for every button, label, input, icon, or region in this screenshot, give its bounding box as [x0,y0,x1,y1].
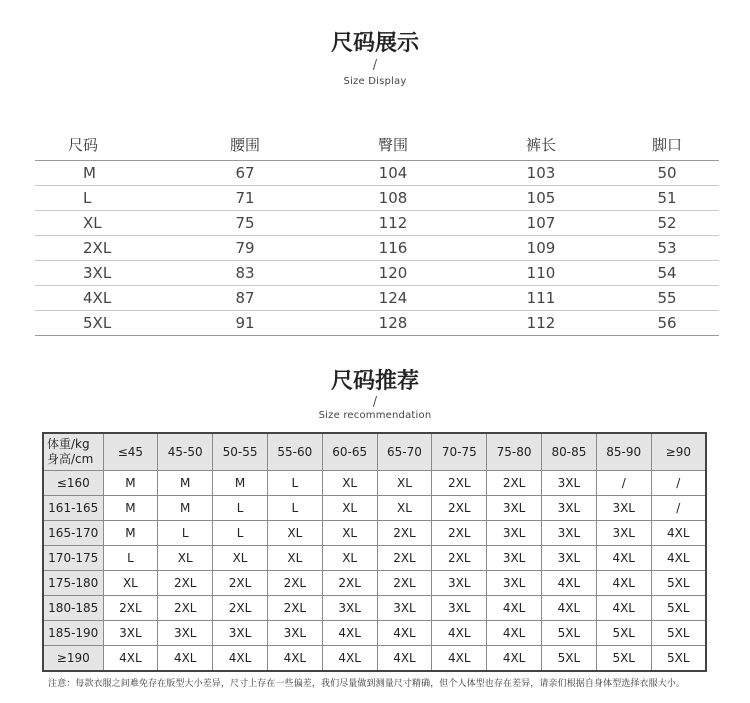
height-header-cell: ≥190 [43,646,103,672]
weight-axis-label: 体重/kg [47,437,90,451]
size-value-cell: 105 [467,186,615,211]
recommended-size-cell: 3XL [103,621,158,646]
size-value-cell: 51 [615,186,719,211]
recommended-size-cell: 4XL [596,546,651,571]
size-note: 注意：每款衣服之间难免存在版型大小差异，尺寸上存在一些偏差，我们尽量做到测量尺寸精确，但个人体型也存在差异，请亲们根据自身体型选择衣服大小。 [48,679,686,689]
recommended-size-cell: XL [377,471,432,496]
size-value-cell: 53 [615,236,719,261]
rec-corner-cell [43,433,103,471]
size-label-cell: XL [35,211,171,236]
rec-table-row [43,646,706,672]
recommended-size-cell: 2XL [377,521,432,546]
recommended-size-cell: 3XL [213,621,268,646]
recommended-size-cell: 5XL [651,571,706,596]
weight-header-cell: 85-90 [596,433,651,471]
size-recommendation-title: 尺码推荐 [330,369,419,394]
recommended-size-cell: 3XL [432,596,487,621]
size-label-cell: 2XL [35,236,171,261]
size-recommendation-subtitle: Size recommendation [318,410,432,421]
size-value-cell: 75 [171,211,319,236]
size-table-row [35,211,719,236]
recommended-size-cell: XL [322,471,377,496]
size-table-row [35,311,719,336]
recommended-size-cell: XL [377,496,432,521]
recommended-size-cell: 3XL [267,621,322,646]
recommended-size-cell: 4XL [596,596,651,621]
rec-table-row [43,596,706,621]
recommended-size-cell: XL [322,521,377,546]
recommended-size-cell: L [158,521,213,546]
recommended-size-cell: M [103,496,158,521]
size-header-cell: 尺码 [35,128,171,161]
recommended-size-cell: 3XL [377,596,432,621]
recommended-size-cell: / [651,471,706,496]
recommended-size-cell: L [267,471,322,496]
size-value-cell: 108 [319,186,467,211]
recommended-size-cell: 5XL [542,621,597,646]
recommended-size-cell: XL [213,546,268,571]
size-value-cell: 79 [171,236,319,261]
size-display-table [35,128,719,336]
recommended-size-cell: 4XL [322,646,377,672]
weight-header-cell: 50-55 [213,433,268,471]
recommended-size-cell: 2XL [487,471,542,496]
weight-header-cell: ≤45 [103,433,158,471]
height-axis-label: 身高/cm [47,452,94,466]
rec-table-row [43,521,706,546]
height-header-cell: 170-175 [43,546,103,571]
size-label-cell: 3XL [35,261,171,286]
recommended-size-cell: M [103,521,158,546]
recommended-size-cell: 3XL [432,571,487,596]
size-header-cell: 腰围 [171,128,319,161]
size-value-cell: 71 [171,186,319,211]
weight-header-cell: ≥90 [651,433,706,471]
recommended-size-cell: XL [322,496,377,521]
size-value-cell: 109 [467,236,615,261]
recommended-size-cell: 4XL [377,646,432,672]
recommended-size-cell: 4XL [542,571,597,596]
recommended-size-cell: 2XL [267,571,322,596]
size-table-row [35,236,719,261]
recommended-size-cell: 3XL [322,596,377,621]
recommended-size-cell: 3XL [596,521,651,546]
weight-header-cell: 45-50 [158,433,213,471]
size-value-cell: 112 [319,211,467,236]
height-header-cell: 185-190 [43,621,103,646]
size-value-cell: 55 [615,286,719,311]
recommended-size-cell: XL [267,521,322,546]
recommended-size-cell: 2XL [432,521,487,546]
rec-table-row [43,546,706,571]
recommended-size-cell: 2XL [103,596,158,621]
size-value-cell: 54 [615,261,719,286]
rec-table-row [43,471,706,496]
recommended-size-cell: 4XL [103,646,158,672]
size-value-cell: 107 [467,211,615,236]
size-value-cell: 52 [615,211,719,236]
size-value-cell: 83 [171,261,319,286]
rec-table-row [43,496,706,521]
recommended-size-cell: 4XL [651,546,706,571]
size-value-cell: 50 [615,161,719,186]
size-display-subtitle: Size Display [343,76,407,87]
recommended-size-cell: 4XL [542,596,597,621]
recommended-size-cell: XL [322,546,377,571]
weight-header-cell: 75-80 [487,433,542,471]
recommended-size-cell: 4XL [377,621,432,646]
recommended-size-cell: 4XL [158,646,213,672]
recommended-size-cell: 5XL [542,646,597,672]
size-value-cell: 104 [319,161,467,186]
size-value-cell: 87 [171,286,319,311]
recommended-size-cell: 4XL [322,621,377,646]
recommended-size-cell: 2XL [158,571,213,596]
recommended-size-cell: M [158,471,213,496]
recommended-size-cell: 3XL [542,471,597,496]
size-header-cell: 臀围 [319,128,467,161]
recommended-size-cell: 4XL [213,646,268,672]
recommended-size-cell: 4XL [432,646,487,672]
recommended-size-cell: XL [158,546,213,571]
weight-header-cell: 65-70 [377,433,432,471]
recommended-size-cell: 5XL [651,621,706,646]
size-label-cell: L [35,186,171,211]
size-value-cell: 128 [319,311,467,336]
rec-table-header-row [43,433,706,471]
recommended-size-cell: 3XL [542,546,597,571]
recommended-size-cell: 4XL [596,571,651,596]
size-header-cell: 脚口 [615,128,719,161]
recommended-size-cell: M [103,471,158,496]
recommended-size-cell: / [596,471,651,496]
recommended-size-cell: 3XL [487,571,542,596]
weight-header-cell: 80-85 [542,433,597,471]
recommended-size-cell: 2XL [158,596,213,621]
recommended-size-cell: 3XL [542,521,597,546]
recommended-size-cell: 5XL [651,646,706,672]
recommended-size-cell: 3XL [542,496,597,521]
recommended-size-cell: 2XL [432,471,487,496]
recommended-size-cell: 2XL [322,571,377,596]
weight-header-cell: 70-75 [432,433,487,471]
recommended-size-cell: M [213,471,268,496]
rec-table-row [43,621,706,646]
recommended-size-cell: 2XL [213,596,268,621]
recommended-size-cell: 4XL [487,646,542,672]
height-header-cell: 180-185 [43,596,103,621]
size-header-cell: 裤长 [467,128,615,161]
rec-table-row [43,571,706,596]
size-recommendation-table [42,432,707,672]
size-value-cell: 110 [467,261,615,286]
recommended-size-cell: 4XL [487,596,542,621]
size-display-slash: / [372,58,378,73]
recommended-size-cell: L [213,521,268,546]
height-header-cell: 161-165 [43,496,103,521]
size-table-row [35,186,719,211]
recommended-size-cell: L [103,546,158,571]
weight-header-cell: 55-60 [267,433,322,471]
recommended-size-cell: / [651,496,706,521]
size-value-cell: 111 [467,286,615,311]
recommended-size-cell: 3XL [487,546,542,571]
size-table-row [35,261,719,286]
height-header-cell: 175-180 [43,571,103,596]
recommended-size-cell: 5XL [596,621,651,646]
recommended-size-cell: 4XL [267,646,322,672]
size-value-cell: 120 [319,261,467,286]
recommended-size-cell: 2XL [213,571,268,596]
size-value-cell: 116 [319,236,467,261]
recommended-size-cell: 4XL [487,621,542,646]
recommended-size-cell: 5XL [651,596,706,621]
weight-header-cell: 60-65 [322,433,377,471]
size-value-cell: 56 [615,311,719,336]
recommended-size-cell: 3XL [596,496,651,521]
recommended-size-cell: 4XL [651,521,706,546]
recommended-size-cell: 2XL [432,496,487,521]
size-display-title: 尺码展示 [330,31,419,56]
recommended-size-cell: XL [103,571,158,596]
recommended-size-cell: L [267,496,322,521]
size-value-cell: 124 [319,286,467,311]
recommended-size-cell: 2XL [432,546,487,571]
size-label-cell: 5XL [35,311,171,336]
size-value-cell: 67 [171,161,319,186]
height-header-cell: 165-170 [43,521,103,546]
recommended-size-cell: 2XL [377,546,432,571]
recommended-size-cell: 3XL [158,621,213,646]
recommended-size-cell: XL [267,546,322,571]
size-value-cell: 91 [171,311,319,336]
recommended-size-cell: 2XL [377,571,432,596]
recommended-size-cell: L [213,496,268,521]
height-header-cell: ≤160 [43,471,103,496]
recommended-size-cell: M [158,496,213,521]
size-label-cell: M [35,161,171,186]
size-value-cell: 103 [467,161,615,186]
size-value-cell: 112 [467,311,615,336]
size-table-row [35,161,719,186]
recommended-size-cell: 3XL [487,521,542,546]
size-recommendation-slash: / [372,395,378,410]
recommended-size-cell: 5XL [596,646,651,672]
size-table-row [35,286,719,311]
size-label-cell: 4XL [35,286,171,311]
size-table-header-row [35,128,719,161]
recommended-size-cell: 3XL [487,496,542,521]
recommended-size-cell: 4XL [432,621,487,646]
recommended-size-cell: 2XL [267,596,322,621]
